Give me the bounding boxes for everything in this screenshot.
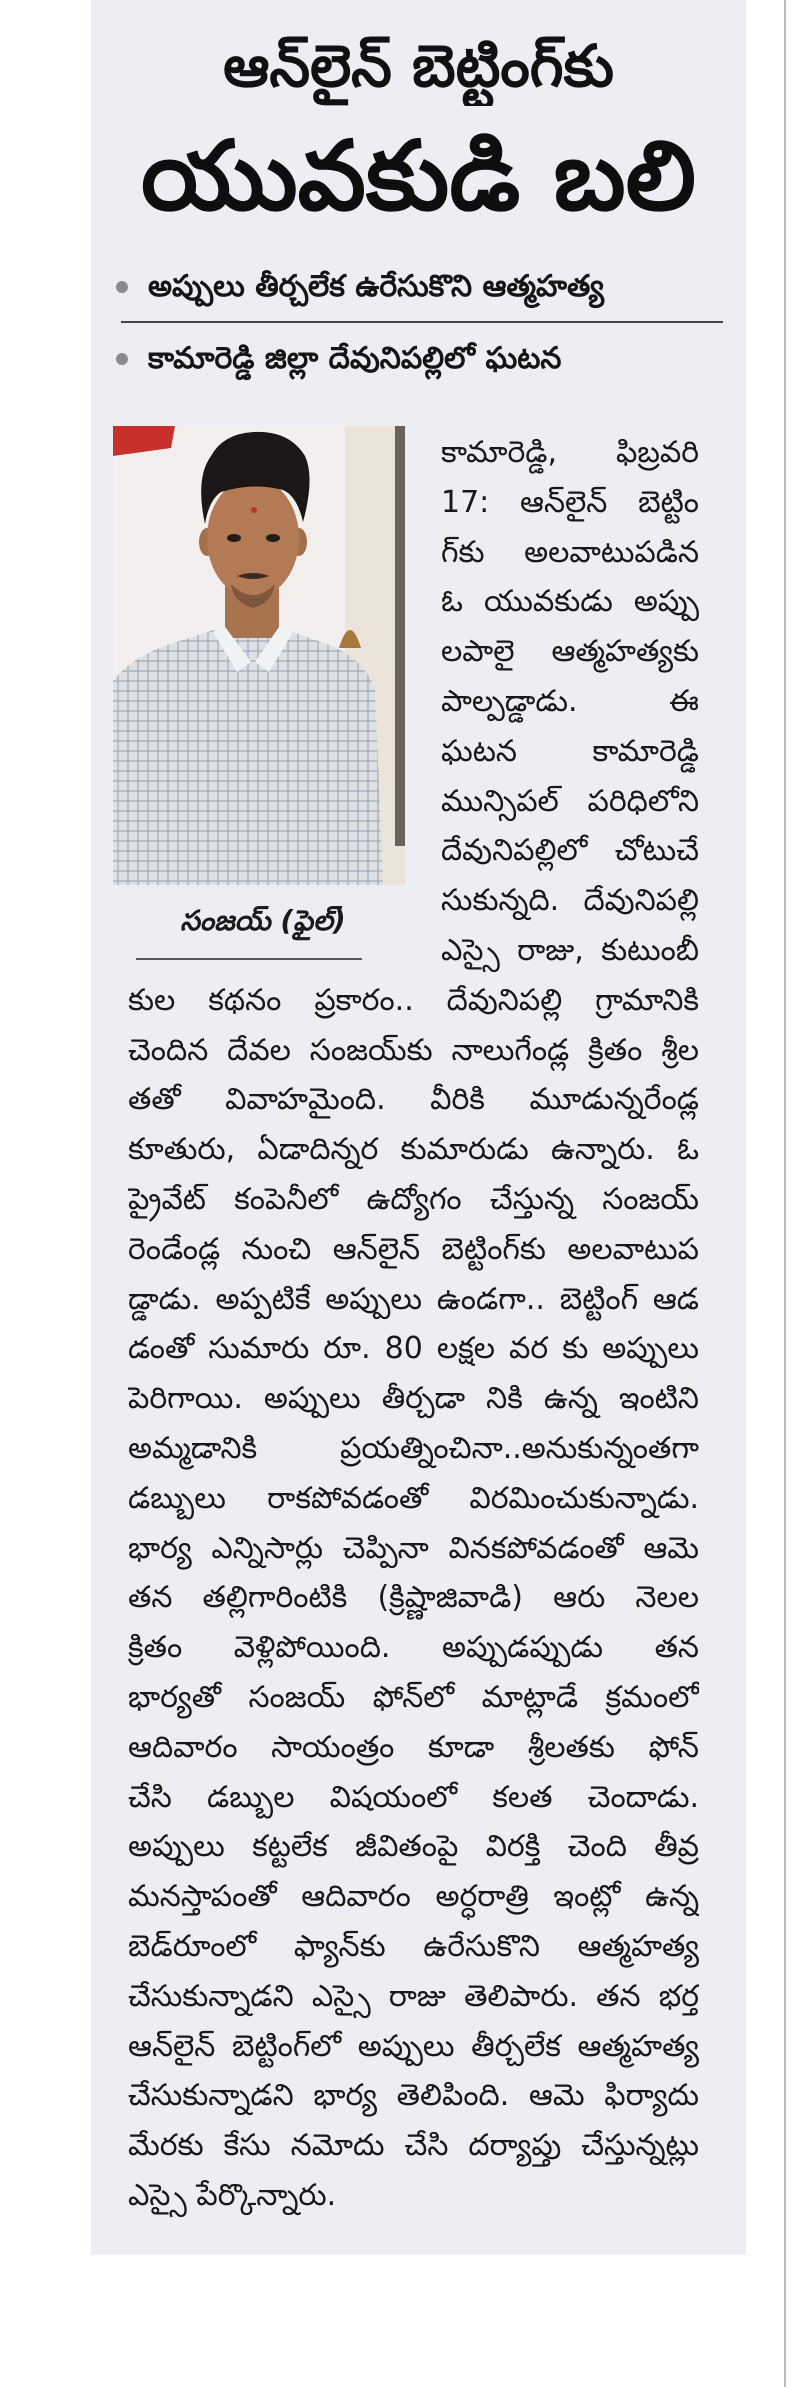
body-line: ఆన్‌లైన్ బెట్టింగ్‌లో అప్పులు తీర్చలేక ఆత్మహత్య <box>128 2028 699 2064</box>
bullet-dot <box>116 353 128 365</box>
body-line: బెడ్‌రూంలో ఫ్యాన్‌కు ఉరేసుకొని ఆత్మహత్య <box>128 1928 699 1964</box>
eye-left <box>227 534 241 542</box>
body-line: ప్రైవేట్ కంపెనీలో ఉద్యోగం చేస్తున్న సంజయ్ <box>128 1181 699 1217</box>
body-line: భార్య ఎన్నిసార్లు చెప్పినా వినకపోవడంతో ఆమె <box>128 1530 699 1566</box>
body-line: క్రితం వెళ్లిపోయింది. అప్పుడప్పుడు తన <box>128 1630 699 1666</box>
body-line: ఘటన కామారెడ్డి <box>441 733 699 769</box>
bullet-dot <box>116 281 128 293</box>
checked-shirt <box>113 626 383 885</box>
body-line: అమ్మడానికి ప్రయత్నించినా..అనుకున్నంతగా <box>128 1430 699 1466</box>
body-line: చేసుకున్నాడని ఎస్సై రాజు తెలిపారు. తన భర్త <box>128 1978 699 2014</box>
body-line: లపాలై ఆత్మహత్యకు <box>441 634 699 670</box>
body-line: రెండేండ్ల నుంచి ఆన్‌లైన్ బెట్టింగ్‌కు అలవాటుప <box>128 1231 699 1267</box>
headline-line-2: యువకుడి బలి <box>140 120 697 232</box>
photo-caption: సంజయ్ (ఫైల్) <box>180 904 346 937</box>
body-line: ఓ యువకుడు అప్పు <box>441 584 699 620</box>
body-line: డబ్బులు రాకపోవడంతో విరమించుకున్నాడు. <box>128 1480 699 1516</box>
body-line: గ్‌కు అలవాటుపడిన <box>441 534 699 570</box>
body-line: చేసుకున్నాడని భార్య తెలిపింది. ఆమె ఫిర్యాదు <box>128 2078 699 2114</box>
body-line: డ్డాడు. అప్పటికే అప్పులు ఉండగా.. బెట్టింగ్ ఆడ <box>128 1281 699 1317</box>
body-line: కూతురు, ఏడాదిన్నర కుమారుడు ఉన్నారు. ఓ <box>128 1132 699 1168</box>
body-line: దేవునిపల్లిలో చోటుచే <box>441 833 699 869</box>
door-frame <box>395 426 405 846</box>
highlight-divider <box>121 321 723 323</box>
body-line: చేసి డబ్బుల విషయంలో కలత చెందాడు. <box>128 1779 699 1815</box>
body-line: డంతో సుమారు రూ. 80 లక్షల వర కు అప్పులు <box>128 1331 699 1367</box>
body-line: కామారెడ్డి, ఫిబ్రవరి <box>441 435 699 470</box>
body-line: ఆదివారం సాయంత్రం కూడా శ్రీలతకు ఫోన్ <box>128 1729 699 1765</box>
caption-underline <box>136 958 362 960</box>
highlight-1: అప్పులు తీర్చలేక ఉరేసుకొని ఆత్మహత్య <box>148 269 604 304</box>
body-line: కుల కథనం ప్రకారం.. దేవునిపల్లి గ్రామానికి <box>128 982 699 1018</box>
body-line: అప్పులు కట్టలేక జీవితంపై విరక్తి చెంది తీవ్ర <box>128 1829 699 1865</box>
body-line: సుకున్నది. దేవునిపల్లి <box>441 883 699 919</box>
body-line: మనస్తాపంతో ఆదివారం అర్ధరాత్రి ఇంట్లో ఉన్న <box>128 1879 699 1915</box>
body-line: తన తల్లిగారింటికి (క్రిష్ణాజివాడి) ఆరు నెలల <box>128 1580 699 1616</box>
face <box>207 478 299 598</box>
body-line: భార్యతో సంజయ్ ఫోన్‌లో మాట్లాడే క్రమంలో <box>128 1679 699 1715</box>
body-line: తతో వివాహమైంది. వీరికి మూడున్నరేండ్ల <box>128 1082 699 1118</box>
body-line: మేరకు కేసు నమోదు చేసి దర్యాప్తు చేస్తున్నట్లు <box>128 2128 699 2164</box>
person-photo <box>113 426 405 885</box>
body-side-column <box>441 428 699 976</box>
body-line: పాల్పడ్డాడు. ఈ <box>441 683 699 719</box>
body-line: పెరిగాయి. అప్పులు తీర్చడా నికి ఉన్న ఇంటిని <box>128 1381 699 1417</box>
headline-line-1: ఆన్‌లైన్ బెట్టింగ్‌కు <box>223 32 614 100</box>
body-line: 17: ఆన్‌లైన్ బెట్టిం <box>441 484 699 520</box>
scan-edge-line <box>784 0 786 2387</box>
eye-right <box>266 534 280 542</box>
highlight-2: కామారెడ్డి జిల్లా దేవునిపల్లిలో ఘటన <box>148 341 562 376</box>
tilak-mark <box>251 507 257 513</box>
body-full-column <box>128 976 699 2221</box>
body-line: ఎస్సై రాజు, కుటుంబీ <box>441 932 699 968</box>
person-photo-image <box>113 426 405 885</box>
body-line-last: ఎస్సై పేర్కొన్నారు. <box>128 2177 337 2213</box>
body-line: మున్సిపల్ పరిధిలోని <box>441 783 699 819</box>
body-line: చెందిన దేవల సంజయ్‌కు నాలుగేండ్ల క్రితం శ్రీల <box>128 1032 699 1068</box>
